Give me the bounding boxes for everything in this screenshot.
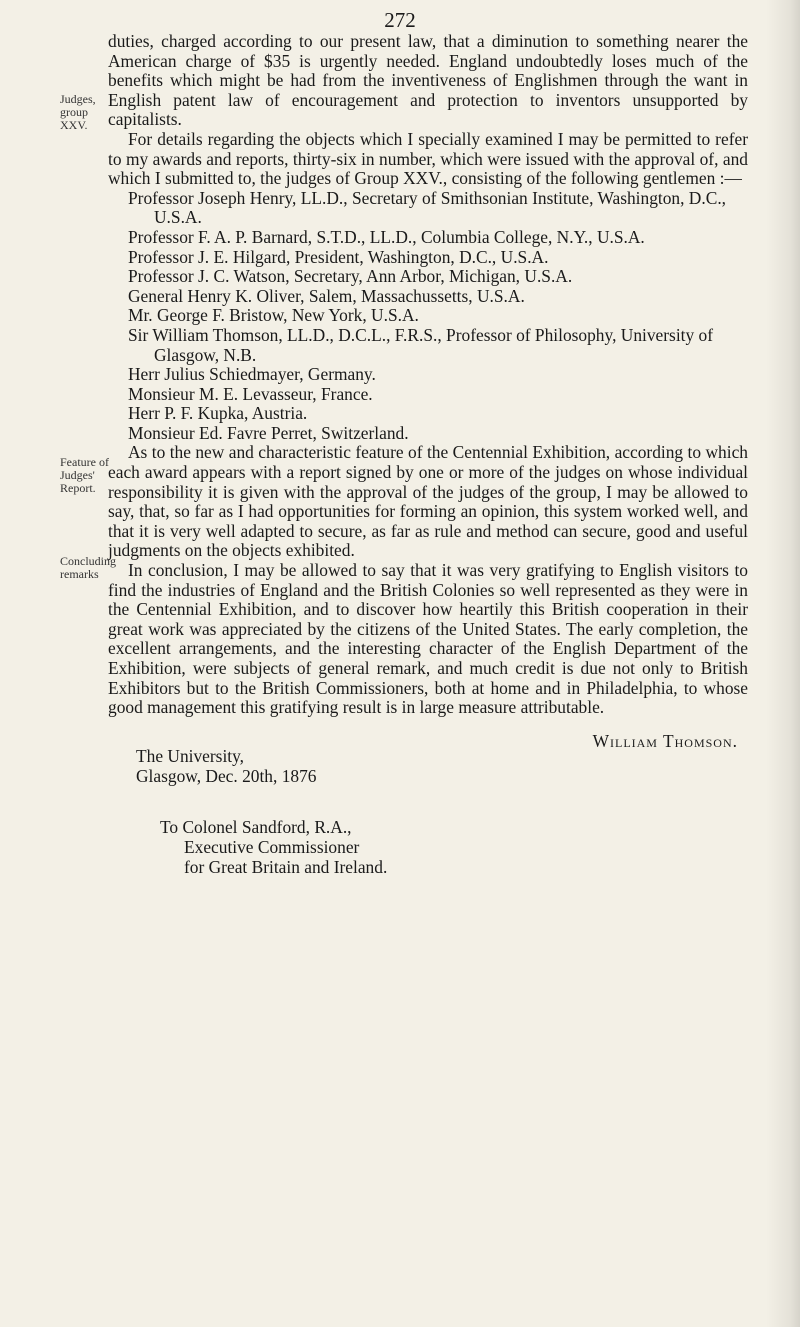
sidenote-judges-group: Judges, group XXV. [60, 92, 96, 132]
page-number: 272 [384, 8, 416, 32]
judge-item: Mr. George F. Bristow, New York, U.S.A. [128, 305, 419, 326]
paragraph-patent-law: duties, charged according to our present law, that a diminution to something nearer the American charge of $35 is urgently needed. England undoubtedly loses much of the benefits which might be had from the inventiveness of Englishmen through the want in English patent law of encouragement and protection to inventors unsupported by capitalists. [108, 31, 748, 130]
judge-item: Sir William Thomson, LL.D., D.C.L., F.R.S., Professor of Philosophy, University of Glasgow, N.B. [128, 324, 714, 365]
paragraph-conclusion: In conclusion, I may be allowed to say that it was very gratifying to English visitors to find the industries of England and the British Colonies so well represented as they were in the Centennial Exhibition, and to discover how heartily this British cooperation in their great work was appreciated by the citizens of the United States. The early completion, the excellent arrangements, and the interesting character of the English Department of the Exhibition, were subjects of general remark, and much credit is due not only to British Exhibitors but to the British Commissioners, both at home and in Philadelphia, to whose good management this gratifying result is in large measure attributable. [108, 560, 748, 718]
paragraph-judges-report: As to the new and characteristic feature of the Centennial Exhibition, according to which each award appears with a report signed by one or more of the judges on whose individual responsibility it is given with the approval of the judges of the group, I may be allowed to say, that, so far as I had opportunities for forming an opinion, this system worked well, and that it is very well adapted to secure, as far as rule and method can secure, good and useful judgments on the objects exhibited. [108, 442, 748, 561]
judge-item: Professor J. E. Hilgard, President, Washington, D.C., U.S.A. [128, 246, 549, 267]
addressee-block [160, 817, 748, 877]
judge-item: Monsieur Ed. Favre Perret, Switzerland. [128, 422, 409, 443]
sidenote-feature-of-judges-report: Feature of Judges' Report. [60, 455, 109, 495]
addressee-line: for Great Britain and Ireland. [184, 856, 388, 877]
signature-date: Glasgow, Dec. 20th, 1876 [136, 765, 317, 786]
judge-item: Professor F. A. P. Barnard, S.T.D., LL.D., Columbia College, N.Y., U.S.A. [128, 226, 645, 247]
page-edge-shadow [766, 0, 800, 1327]
paragraph-details: For details regarding the objects which I specially examined I may be permitted to refer to my awards and reports, thirty-six in number, which were issued with the approval of, and which I submitted to, the judges of Group XXV., consisting of the following gentlemen :— [108, 128, 748, 189]
judges-list [108, 189, 748, 444]
judge-item: Herr P. F. Kupka, Austria. [128, 403, 308, 424]
addressee-line: To Colonel Sandford, R.A., [160, 816, 352, 837]
judge-item: Monsieur M. E. Levasseur, France. [128, 383, 373, 404]
sidenote-concluding-remarks: Concluding remarks [60, 554, 116, 581]
judge-item: General Henry K. Oliver, Salem, Massachussetts, U.S.A. [128, 285, 525, 306]
judge-item: Herr Julius Schiedmayer, Germany. [128, 364, 376, 385]
judge-item: Professor Joseph Henry, LL.D., Secretary of Smithsonian Institute, Washington, D.C., U.S.A. [128, 187, 727, 228]
addressee-line: Executive Commissioner [184, 836, 360, 857]
signature-place: The University, [136, 746, 245, 767]
page-body [108, 32, 748, 877]
judge-item: Professor J. C. Watson, Secretary, Ann Arbor, Michigan, U.S.A. [128, 266, 573, 287]
signature-name: William Thomson. [592, 730, 738, 751]
